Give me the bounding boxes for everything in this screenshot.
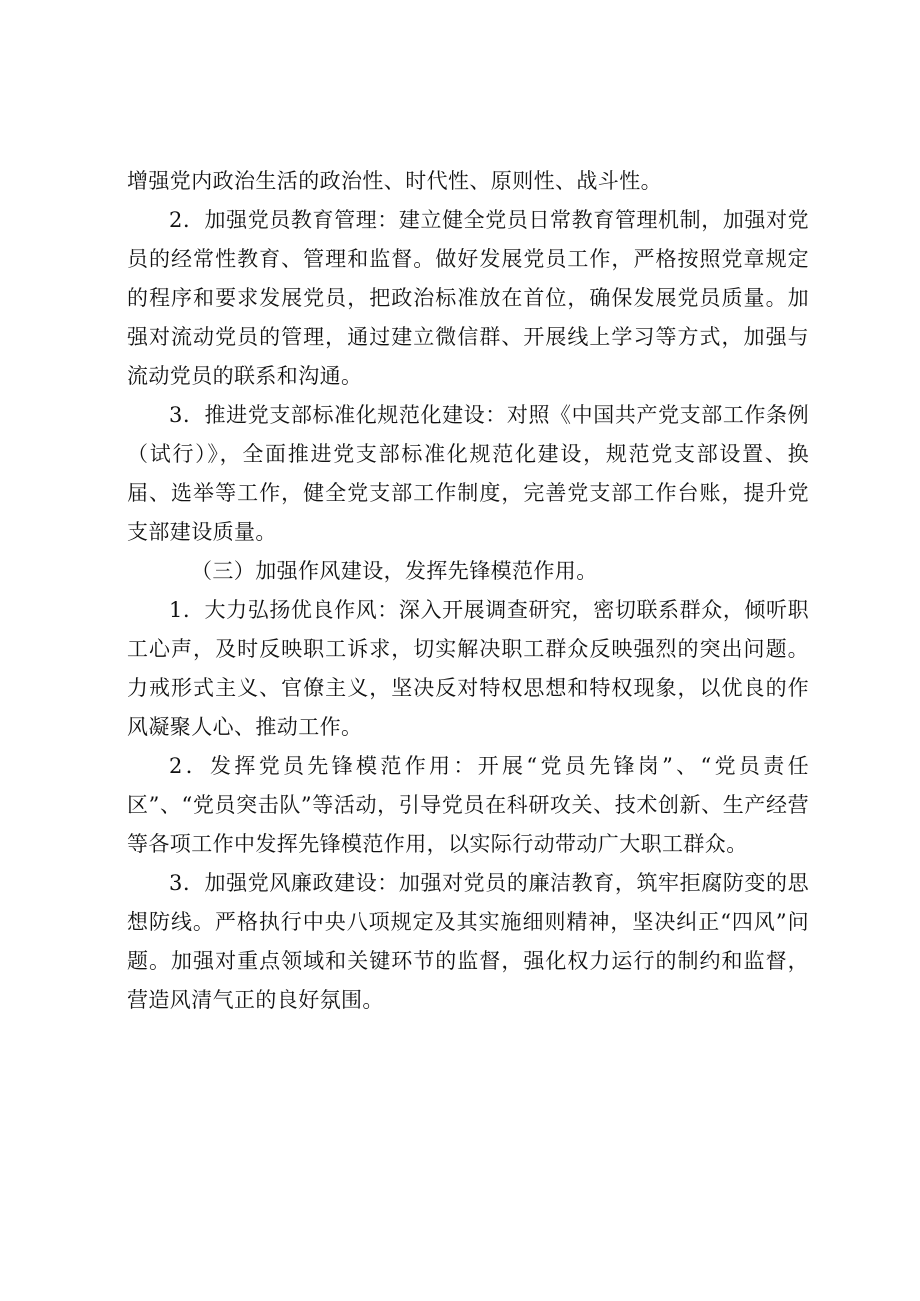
section-heading-work-style: （三）加强作风建设，发挥先锋模范作用。 bbox=[191, 559, 598, 583]
document-body bbox=[127, 162, 809, 1020]
paragraph-good-work-style: 1．大力弘扬优良作风：深入开展调查研究，密切联系群众，倾听职工心声，及时反映职工诉求，切实解决职工群众反映强烈的突出问题。力戒形式主义、官僚主义，坚决反对特权思想和特权现象，以优良的作风凝聚人心、推动工作。 bbox=[127, 598, 809, 739]
paragraph-party-education: 2．加强党员教育管理：建立健全党员日常教育管理机制，加强对党员的经常性教育、管理和监督。做好发展党员工作，严格按照党章规定的程序和要求发展党员，把政治标准放在首位，确保发展党员质量。加强对流动党员的管理，通过建立微信群、开展线上学习等方式，加强与流动党员的联系和沟通。 bbox=[127, 208, 809, 388]
paragraph-clean-governance: 3．加强党风廉政建设：加强对党员的廉洁教育，筑牢拒腐防变的思想防线。严格执行中央八项规定及其实施细则精神，坚决纠正“四风”问题。加强对重点领域和关键环节的监督，强化权力运行的制约和监督，营造风清气正的良好氛围。 bbox=[127, 871, 809, 1012]
paragraph-vanguard-role: 2．发挥党员先锋模范作用：开展“党员先锋岗”、“党员责任区”、“党员突击队”等活动，引导党员在科研攻关、技术创新、生产经营等各项工作中发挥先锋模范作用，以实际行动带动广大职工群众。 bbox=[127, 754, 809, 856]
paragraph-branch-standardization: 3．推进党支部标准化规范化建设：对照《中国共产党支部工作条例（试行）》，全面推进党支部标准化规范化建设，规范党支部设置、换届、选举等工作，健全党支部工作制度，完善党支部工作台账，提升党支部建设质量。 bbox=[127, 403, 809, 544]
paragraph-continuation: 增强党内政治生活的政治性、时代性、原则性、战斗性。 bbox=[127, 169, 662, 193]
